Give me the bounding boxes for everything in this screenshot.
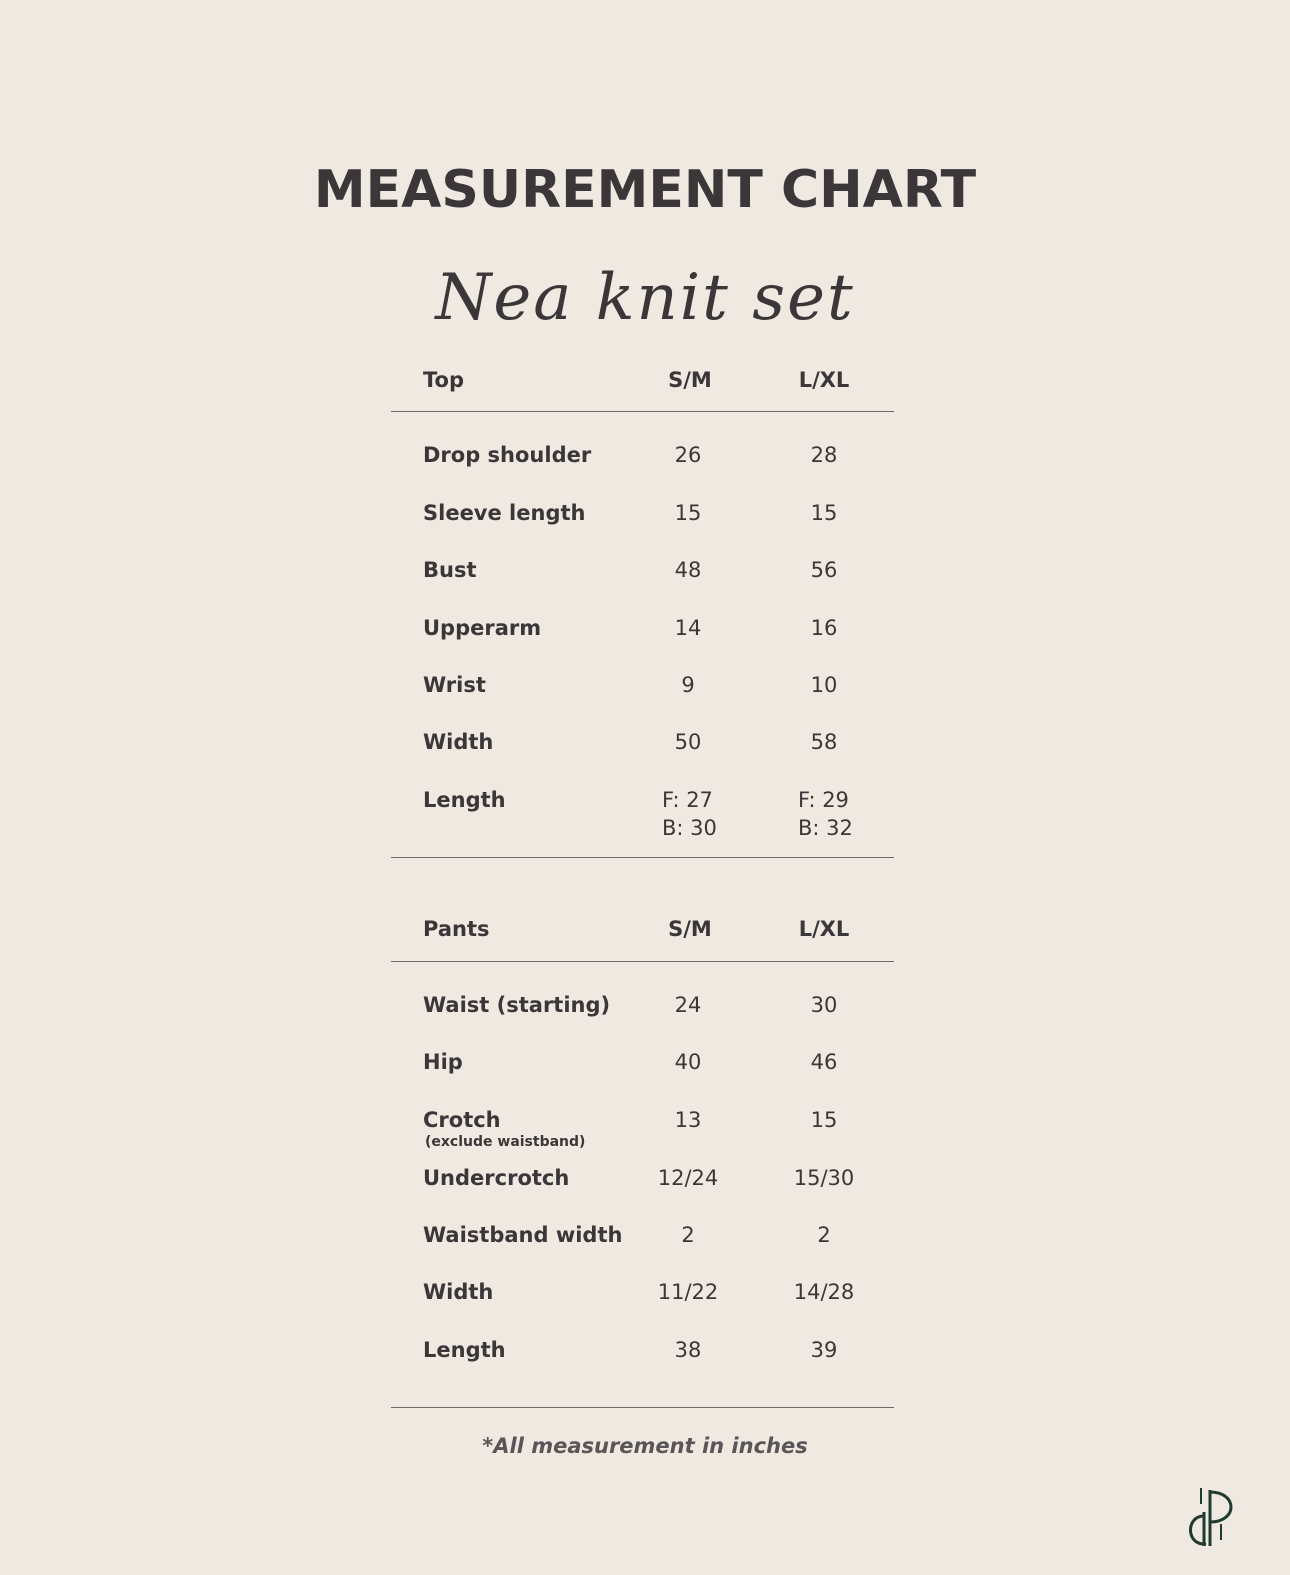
- row-label: Sleeve length: [423, 501, 586, 525]
- row-value-lxl: 15/30: [793, 1166, 855, 1190]
- row-value-sm: 24: [674, 993, 702, 1017]
- row-value-lxl-front: F: 29: [798, 788, 849, 812]
- row-value-sm: 40: [674, 1050, 702, 1074]
- row-value-sm: 2: [681, 1223, 695, 1247]
- row-label: Wrist: [423, 673, 486, 697]
- row-label: Upperarm: [423, 616, 542, 640]
- table-row: [0, 1048, 1290, 1106]
- row-value-lxl: 14/28: [793, 1280, 855, 1304]
- pants-section-divider: [391, 1407, 894, 1408]
- row-value-lxl-back: B: 32: [798, 816, 853, 840]
- row-value-lxl: 56: [810, 558, 838, 582]
- row-label: Length: [423, 788, 506, 812]
- row-label: Width: [423, 730, 494, 754]
- row-value-sm: 38: [674, 1338, 702, 1362]
- pants-header-sm: S/M: [668, 917, 712, 941]
- pants-header-lxl: L/XL: [798, 917, 850, 941]
- row-label: Width: [423, 1280, 494, 1304]
- top-header-row: [0, 366, 1290, 406]
- row-label: Bust: [423, 558, 477, 582]
- row-value-sm: 13: [674, 1108, 702, 1132]
- table-row: [0, 1164, 1290, 1222]
- table-row: [0, 556, 1290, 614]
- page-title: MEASUREMENT CHART: [313, 160, 977, 220]
- pants-header-divider: [391, 961, 894, 962]
- row-value-lxl: 30: [810, 993, 838, 1017]
- pants-header-label: Pants: [423, 917, 490, 941]
- table-row: [0, 728, 1290, 786]
- row-value-sm: 48: [674, 558, 702, 582]
- dp-monogram-logo-icon: [1176, 1480, 1250, 1554]
- row-label: Hip: [423, 1050, 463, 1074]
- pants-header-row: [0, 915, 1290, 955]
- row-value-lxl: 58: [810, 730, 838, 754]
- table-row: [0, 1221, 1290, 1279]
- row-value-sm-front: F: 27: [662, 788, 713, 812]
- top-header-label: Top: [423, 368, 464, 392]
- row-value-lxl: 10: [810, 673, 838, 697]
- row-value-lxl: 15: [810, 501, 838, 525]
- table-row: [0, 1336, 1290, 1394]
- table-row: [0, 671, 1290, 729]
- row-value-lxl: 16: [810, 616, 838, 640]
- row-value-lxl: 15: [810, 1108, 838, 1132]
- row-value-sm-back: B: 30: [662, 816, 717, 840]
- table-row: [0, 441, 1290, 499]
- row-label: Length: [423, 1338, 506, 1362]
- row-value-sm: 50: [674, 730, 702, 754]
- row-label: Waistband width: [423, 1223, 623, 1247]
- row-label: Drop shoulder: [423, 443, 592, 467]
- top-header-divider: [391, 411, 894, 412]
- row-value-sm: 9: [681, 673, 695, 697]
- row-label: Crotch: [423, 1108, 501, 1132]
- row-value-lxl: 39: [810, 1338, 838, 1362]
- row-value-sm: 26: [674, 443, 702, 467]
- units-footnote: *All measurement in inches: [482, 1434, 808, 1458]
- top-section-divider: [391, 857, 894, 858]
- row-value-sm: 14: [674, 616, 702, 640]
- row-label: Waist (starting): [423, 993, 611, 1017]
- row-value-sm: 11/22: [657, 1280, 719, 1304]
- row-label: Undercrotch: [423, 1166, 570, 1190]
- row-value-lxl: 28: [810, 443, 838, 467]
- row-value-lxl: 46: [810, 1050, 838, 1074]
- table-row: [0, 499, 1290, 557]
- row-value-sm: 15: [674, 501, 702, 525]
- top-header-lxl: L/XL: [798, 368, 850, 392]
- table-row: [0, 614, 1290, 672]
- table-row: [0, 1278, 1290, 1336]
- product-name-script: Nea knit set: [435, 261, 855, 335]
- table-row-length: [0, 786, 1290, 846]
- top-header-sm: S/M: [668, 368, 712, 392]
- logo-svg: [1176, 1480, 1250, 1554]
- row-sublabel: (exclude waistband): [425, 1134, 586, 1150]
- row-value-sm: 12/24: [657, 1166, 719, 1190]
- table-row-crotch: [0, 1106, 1290, 1164]
- row-value-lxl: 2: [817, 1223, 831, 1247]
- table-row: [0, 991, 1290, 1049]
